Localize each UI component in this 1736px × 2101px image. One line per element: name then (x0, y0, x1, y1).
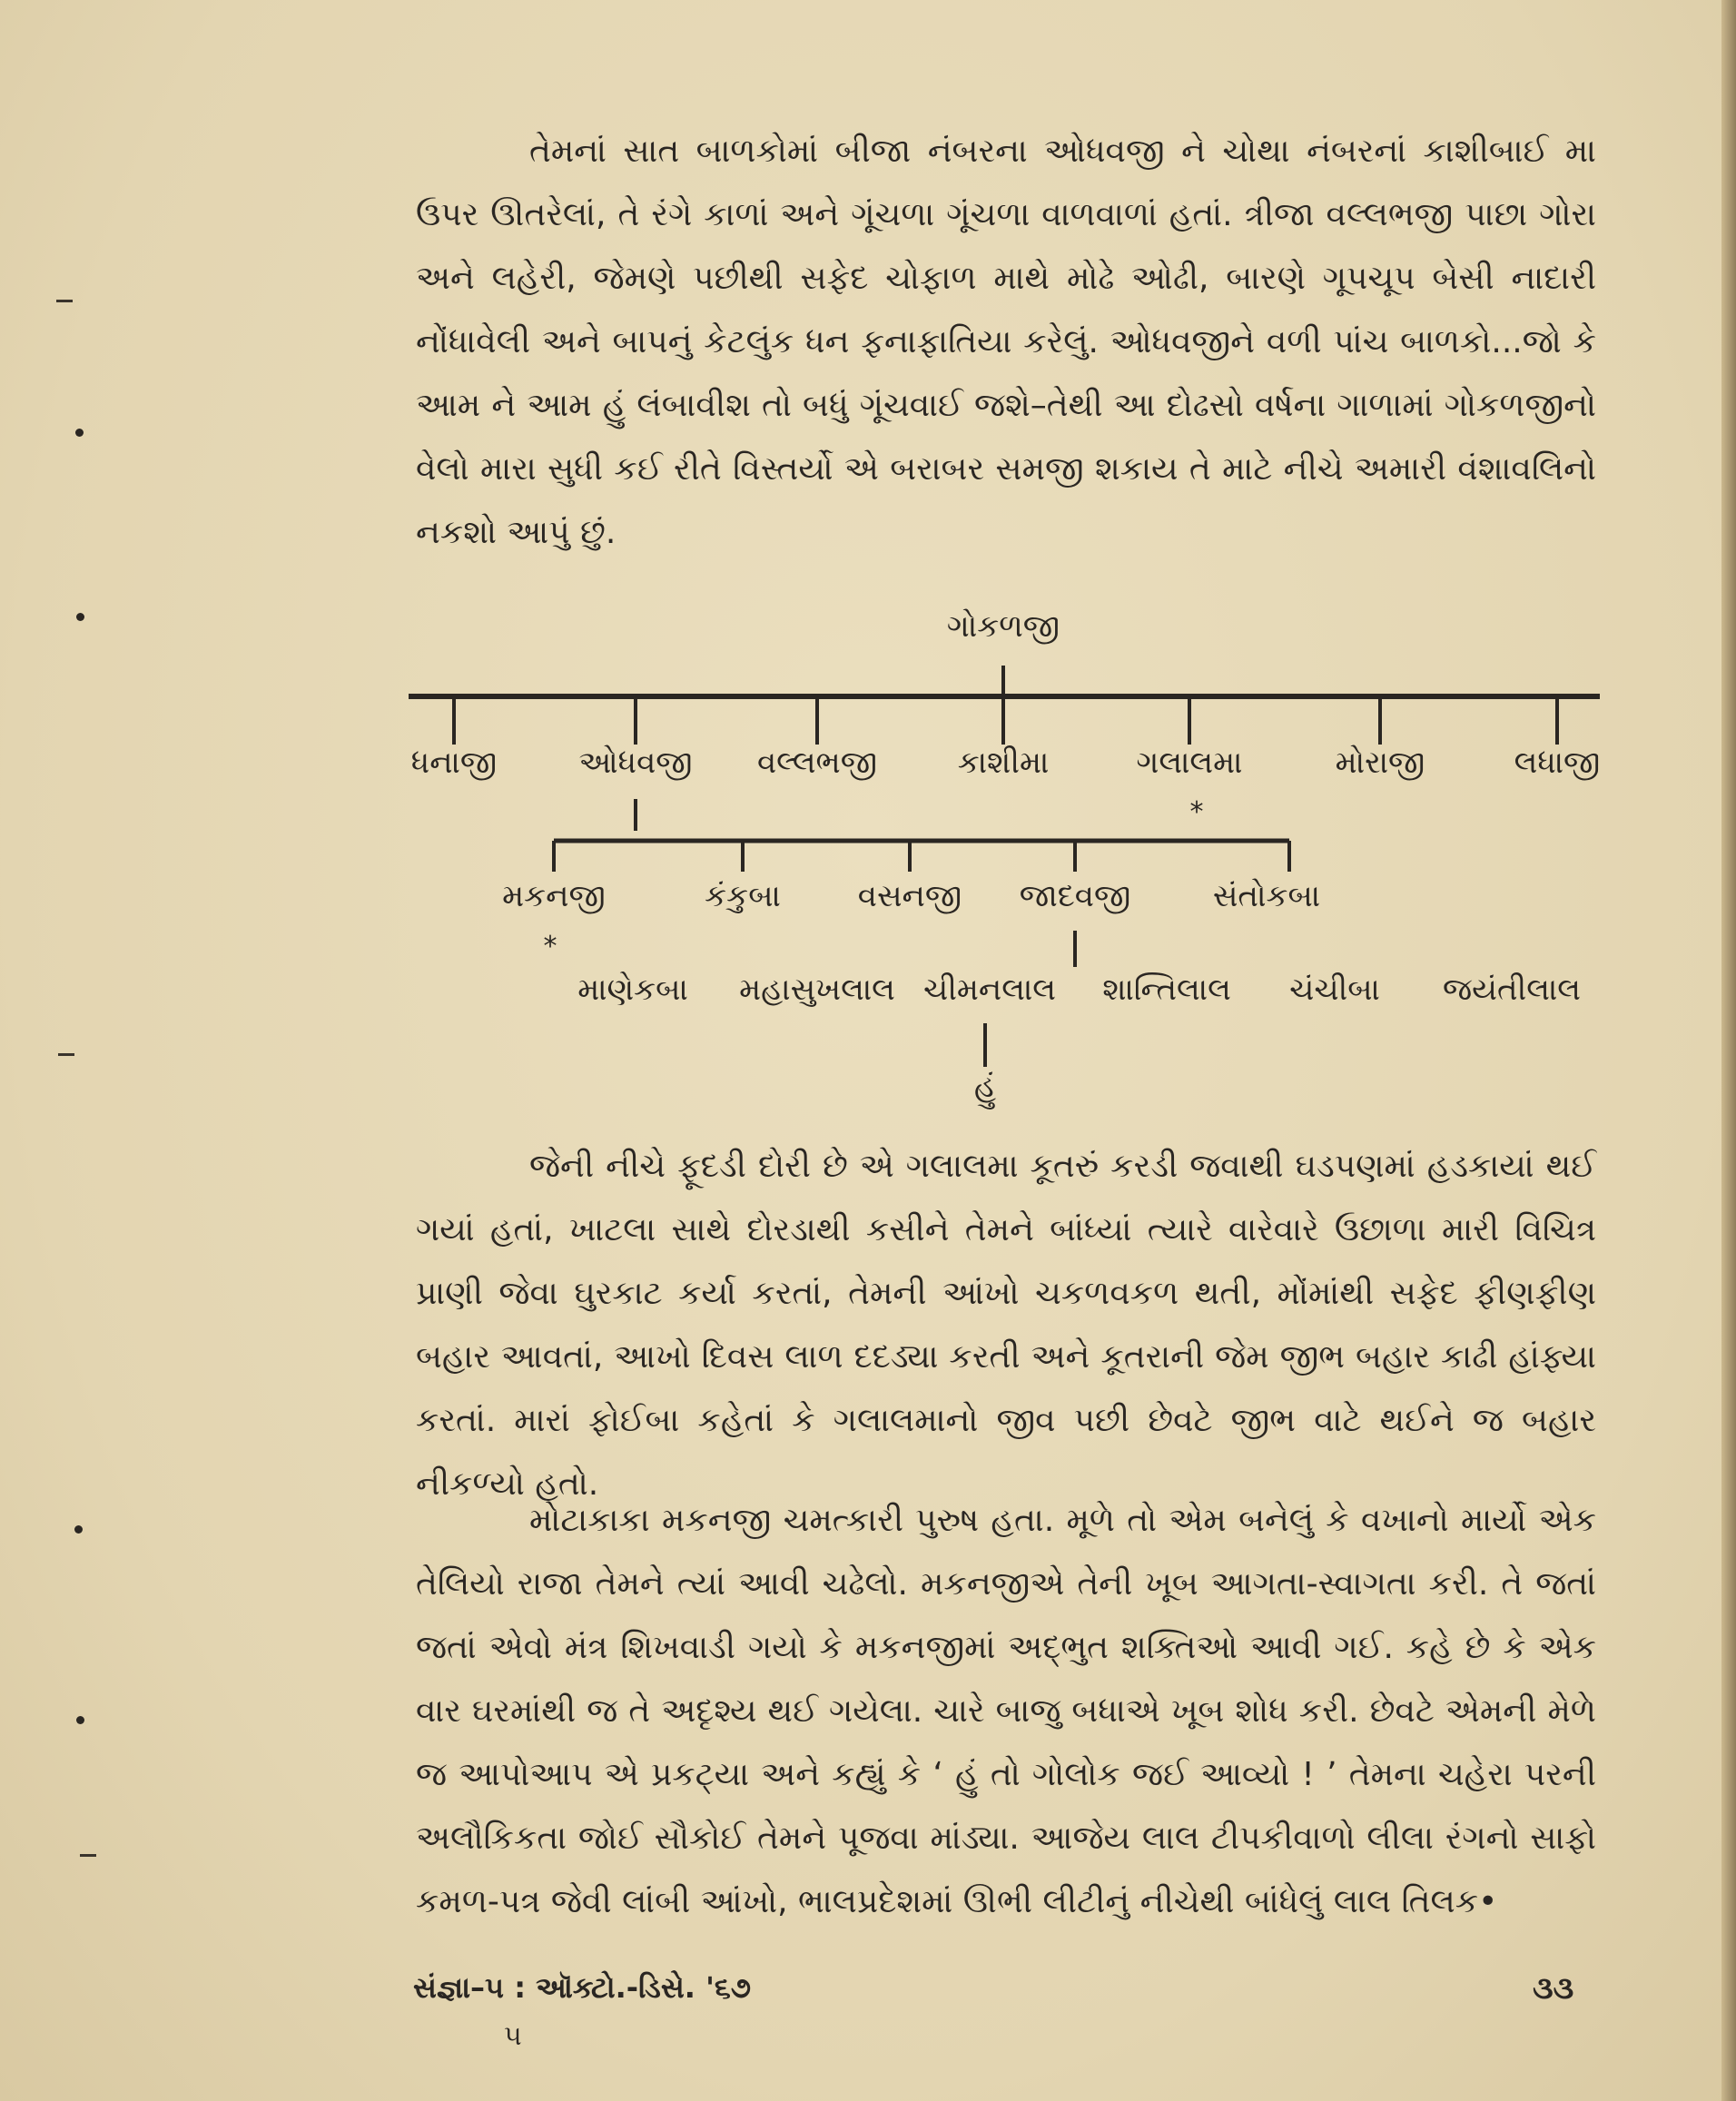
tree-gen3-name: માણેકબા (577, 972, 688, 1008)
tree-gen3-name: જયંતીલાલ (1442, 972, 1582, 1008)
asterisk-marker: * (543, 931, 557, 962)
journal-footer: સંજ્ઞા–૫ : ઑક્ટો.-ડિસે. '૬૭ (413, 1970, 752, 2005)
margin-dot (76, 613, 84, 621)
margin-dot (74, 1525, 83, 1534)
page-number: ૩૩ (1533, 1970, 1574, 2007)
margin-dot (75, 429, 84, 437)
tree-gen3-name: શાન્તિલાલ (1102, 972, 1231, 1008)
tree-gen2-name: મકનજી (502, 878, 606, 914)
asterisk-marker: * (1189, 796, 1204, 828)
tree-gen3-name: ચંચીબા (1289, 972, 1380, 1008)
paragraph-children: તેમનાં સાત બાળકોમાં બીજા નંબરના ઓધવજી ને ચોથા નંબરનાં કાશીબાઈ મા ઉપર ઊતરેલાં, તે રંગે કાળાં અને ગૂંચળા ગૂંચળા વાળવાળાં હતાં. ત્રીજા વલ્લભજી પાછા ગોરા અને લહેરી, જેમણે પછીથી સફેદ ચોફાળ માથે મોઢે ઓઢી, બારણે ગૂપચૂપ બેસી નાદારી નોંધાવેલી અને બાપનું કેટલુંક ધન ફનાફાતિયા કરેલું. ઓધવજીને વળી પાંચ બાળકો...જો કે આમ ને આમ હું લંબાવીશ તો બધું ગૂંચવાઈ જશે–તેથી આ દોઢસો વર્ષના ગાળામાં ગોકળજીનો વેલો મારા સુધી કઈ રીતે વિસ્તર્યો એ બરાબર સમજી શકાય તે માટે નીચે અમારી વંશાવલિનો નકશો આપું છું. (416, 133, 1596, 551)
page-edge (1721, 0, 1736, 2101)
paragraph-galalma: જેની નીચે ફૂદડી દોરી છે એ ગલાલમા કૂતરું કરડી જવાથી ઘડપણમાં હડકાયાં થઈ ગયાં હતાં, ખાટલા સાથે દોરડાથી કસીને તેમને બાંધ્યાં ત્યારે વારેવારે ઉછાળા મારી વિચિત્ર પ્રાણી જેવા ઘુરકાટ કર્યા કરતાં, તેમની આંખો ચકળવકળ થતી, મોંમાંથી સફેદ ફીણફીણ બહાર આવતાં, આખો દિવસ લાળ દદડ્યા કરતી અને કૂતરાની જેમ જીભ બહાર કાઢી હાંફ્યા કરતાં. મારાં ફોઈબા કહેતાં કે ગલાલમાનો જીવ પછી છેવટે જીભ વાટે થઈને જ બહાર નીકળ્યો હતો. (416, 1148, 1596, 1503)
tree-gen1-name: લધાજી (1514, 745, 1601, 781)
tree-gen2-name: વસનજી (857, 878, 962, 914)
tree-self-name: હું (973, 1069, 997, 1105)
margin-mark (58, 1053, 74, 1056)
family-tree (399, 595, 1616, 1121)
tree-gen1-name: મોરાજી (1335, 745, 1425, 781)
tree-gen2-name: સંતોકબા (1212, 878, 1321, 914)
margin-mark (56, 300, 73, 302)
tree-root-name: ગોકળજી (946, 608, 1060, 645)
family-tree-lines (399, 595, 1616, 1121)
tree-gen3-name: ચીમનલાલ (923, 972, 1056, 1008)
tree-gen2-name: કંકુબા (705, 878, 781, 914)
tree-gen1-name: કાશીમા (957, 745, 1050, 781)
tree-gen1-name: ધનાજી (410, 745, 498, 781)
tree-gen3-name: મહાસુખલાલ (739, 972, 895, 1008)
margin-mark (80, 1854, 96, 1857)
paragraph-makanji: મોટાકાકા મકનજી ચમત્કારી પુરુષ હતા. મૂળે તો એમ બનેલું કે વખાનો માર્યો એક તેલિયો રાજા તેમને ત્યાં આવી ચઢેલો. મકનજીએ તેની ખૂબ આગતા-સ્વાગતા કરી. તે જતાં જતાં એવો મંત્ર શિખવાડી ગયો કે મકનજીમાં અદ્‌ભુત શક્તિઓ આવી ગઈ. કહે છે કે એક વાર ઘરમાંથી જ તે અદૃશ્ય થઈ ગયેલા. ચારે બાજુ બધાએ ખૂબ શોધ કરી. છેવટે એમની મેળે જ આપોઆપ એ પ્રકટ્યા અને કહ્યું કે ‘ હું તો ગોલોક જઈ આવ્યો ! ’ તેમના ચહેરા પરની અલૌકિકતા જોઈ સૌકોઈ તેમને પૂજવા માંડ્યા. આજેય લાલ ટીપકીવાળો લીલા રંગનો સાફો કમળ-પત્ર જેવી લાંબી આંખો, ભાલપ્રદેશમાં ઊભી લીટીનું નીચેથી બાંધેલું લાલ તિલક• (416, 1502, 1596, 1920)
tree-gen2-name: જાદવજી (1019, 878, 1131, 914)
tree-gen1-name: ગલાલમા (1136, 745, 1243, 781)
tree-gen1-name: ઓધવજી (578, 745, 693, 781)
signature-mark: ૫ (504, 2020, 522, 2052)
tree-gen1-name: વલ્લભજી (756, 745, 878, 781)
margin-dot (76, 1716, 84, 1724)
